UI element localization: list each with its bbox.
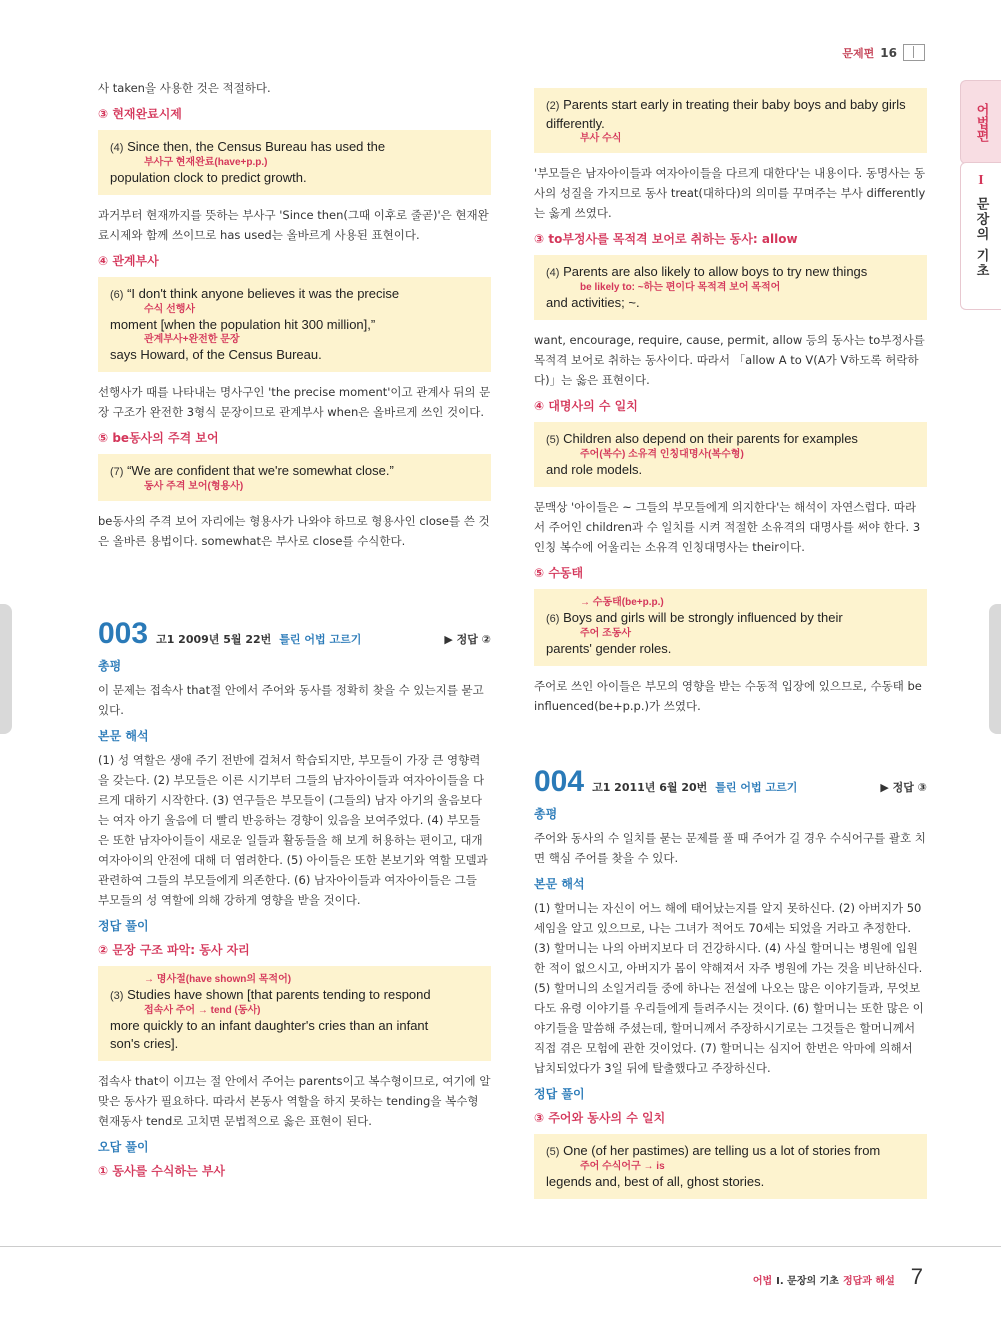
box-text: Studies have shown [that parents tending to respond bbox=[127, 987, 431, 1002]
problem-number: 004 bbox=[534, 765, 585, 798]
box-text: legends and, best of all, ghost stories. bbox=[546, 1174, 765, 1189]
heading-3: ③ 현재완료시제 bbox=[98, 107, 182, 121]
right-column bbox=[534, 82, 927, 722]
heading-5: ⑤ be동사의 주격 보어 bbox=[98, 431, 219, 445]
paragraph: want, encourage, require, cause, permit, allow 등의 동사는 to부정사를 목적격 보어로 취하는 동사이다. 따라서 「allow A to V(A가 V하도록 허락하다)」는 옳은 표현이다. bbox=[534, 333, 925, 387]
problem-source: 고1 2009년 5월 22번 bbox=[156, 633, 272, 646]
box-text: One (of her pastimes) are telling us a lot of stories from bbox=[563, 1143, 881, 1158]
heading-5: ⑤ 수동태 bbox=[534, 566, 584, 580]
paragraph: be동사의 주격 보어 자리에는 형용사가 나와야 하므로 형용사인 close를 쓴 것은 올바른 용법이다. somewhat은 부사로 close를 수식한다. bbox=[98, 514, 490, 548]
answer-point: ③ 주어와 동사의 수 일치 bbox=[534, 1111, 666, 1125]
heading-4: ④ 대명사의 수 일치 bbox=[534, 399, 638, 413]
box-text: son's cries]. bbox=[110, 1036, 179, 1051]
problem-source: 고1 2011년 6월 20번 bbox=[592, 781, 708, 794]
left-page-edge bbox=[0, 604, 12, 734]
box-annotation: 수식 선행사 bbox=[144, 304, 196, 315]
problem-header bbox=[534, 765, 927, 798]
box-num: (4) bbox=[546, 267, 560, 279]
problem-number: 003 bbox=[98, 617, 149, 650]
box-num: (5) bbox=[546, 434, 560, 446]
box-text: Children also depend on their parents for examples bbox=[563, 431, 858, 446]
heading-3: ③ to부정사를 목적격 보어로 취하는 동사: allow bbox=[534, 232, 798, 246]
translation-text: (1) 할머니는 자신이 어느 해에 태어났는지를 알지 못하신다. (2) 아버지가 50세임을 알고 있으므로, 나는 그녀가 적어도 70세는 되었을 거라고 추정한다. (3) 할머니는 나의 아버지보다 더 건강하시다. (4) 사실 할머니는 병원에 입원한 적이 없으시고, 아버지가 몸이 약해져서 자주 병원에 가는 것을 비난하신다. (5) 할머니의 소일거리들 중에 하나는 전설에 나오는 많은 이야기들과, 무엇보다도 유령 이야기를 우리들에게 들려주시는 것이다. (6) 할머니는 또한 많은 이야기들을 말씀해 주셨는데, 할머니께서 주장하시기로는 그것들은 할머니께서 직접 겪은 모험에 관한 것이었다. (7) 할머니는 심지어 한번은 악마에 의해서 납치되었다가 3일 뒤에 탈출했다고 주장하신다. bbox=[534, 901, 924, 1075]
problem-answer: ▶ 정답 ② bbox=[444, 633, 491, 646]
problem-004 bbox=[534, 765, 927, 1209]
box-text: Boys and girls will be strongly influenced by their bbox=[563, 610, 843, 625]
heading-4: ④ 관계부사 bbox=[98, 254, 159, 268]
footer-part: 어법 bbox=[752, 1276, 773, 1287]
box-annotation: 관계부사+완전한 문장 bbox=[144, 334, 240, 345]
example-box-3 bbox=[98, 966, 491, 1061]
footer-section: 정답과 해설 bbox=[842, 1276, 895, 1287]
paragraph: 문맥상 '아이들은 ~ 그들의 부모들에게 의지한다'는 해석이 자연스럽다. 따라서 주어인 children과 수 일치를 시켜 적절한 소유격의 대명사를 써야 한다. 3인칭 복수에 어울리는 소유격 인칭대명사는 their이다. bbox=[534, 500, 921, 554]
translation-text: (1) 성 역할은 생애 주기 전반에 걸쳐서 학습되지만, 부모들이 가장 큰 영향력을 갖는다. (2) 부모들은 이른 시기부터 그들의 남자아이들과 여자아이들을 다르게 대하기 시작한다. (3) 연구들은 부모들이 (그들의) 남자 아기의 울음보다는 여자 아기 울음에 더 빨리 반응하는 경향이 있음을 보여주었다. (4) 부모들은 또한 남자아이들이 새로운 일들과 활동들을 해 보게 허용하는 편이고, 대개 여자아이의 안전에 대해 더 염려한다. (5) 아이들은 또한 본보기와 역할 모델과 관련하여 그들의 부모들에게 의존한다. (6) 남자아이들과 여자아이들은 그들 부모들의 성 역할에 의해 강하게 영향을 받을 것이다. bbox=[98, 753, 488, 907]
box-annotation: 동사 주격 보어(형용사) bbox=[144, 481, 244, 492]
tab-roman: I bbox=[978, 173, 984, 188]
problem-answer: ▶ 정답 ③ bbox=[880, 781, 927, 794]
tab-grammar-label: 어법편 bbox=[973, 102, 989, 142]
header-ref bbox=[842, 44, 925, 61]
translation-heading: 본문 해석 bbox=[534, 877, 585, 891]
box-text: and activities; ~. bbox=[546, 295, 640, 310]
problem-type: 틀린 어법 고르기 bbox=[715, 781, 798, 794]
tab-sentence-label: 문장의 기초 bbox=[973, 197, 989, 279]
box-text: more quickly to an infant daughter's cries than an infant bbox=[110, 1018, 429, 1033]
example-box-5b bbox=[534, 1134, 927, 1199]
box-annotation: 주어 조동사 bbox=[580, 628, 632, 639]
summary-text: 주어와 동사의 수 일치를 묻는 문제를 풀 때 주어가 길 경우 수식어구를 괄호 치면 핵심 주어를 찾을 수 있다. bbox=[534, 831, 926, 865]
problem-type: 틀린 어법 고르기 bbox=[279, 633, 362, 646]
footer-chapter: I. 문장의 기초 bbox=[776, 1276, 839, 1287]
answer-point: ② 문장 구조 파악: 동사 자리 bbox=[98, 943, 250, 957]
footer-divider bbox=[0, 1246, 1001, 1247]
page-number: 7 bbox=[910, 1264, 923, 1289]
page-ref: 16 bbox=[880, 45, 897, 60]
example-box-2 bbox=[534, 88, 927, 153]
box-text: and role models. bbox=[546, 462, 643, 477]
example-box-6 bbox=[98, 277, 491, 372]
example-box-5 bbox=[534, 422, 927, 487]
paragraph: 선행사가 때를 나타내는 명사구인 'the precise moment'이고 관계사 뒤의 문장 구조가 완전한 3형식 문장이므로 관계부사 when은 올바르게 쓰인 것이다. bbox=[98, 385, 491, 419]
box-num: (6) bbox=[546, 613, 560, 625]
book-icon bbox=[903, 44, 925, 61]
box-num: (5) bbox=[546, 1146, 560, 1158]
answer-heading: 정답 풀이 bbox=[534, 1087, 585, 1101]
box-num: (2) bbox=[546, 100, 560, 112]
tab-grammar[interactable] bbox=[960, 80, 1001, 164]
example-box-4 bbox=[98, 130, 491, 195]
answer-heading: 정답 풀이 bbox=[98, 919, 149, 933]
box-annotation: 주어 수식어구 → is bbox=[580, 1161, 665, 1172]
box-text: “We are confident that we're somewhat close.” bbox=[127, 463, 394, 478]
box-text: Parents start early in treating their baby boys and baby bbox=[563, 97, 879, 112]
paragraph: 주어로 쓰인 아이들은 부모의 영향을 받는 수동적 입장에 있으므로, 수동태 be influenced(be+p.p.)가 쓰였다. bbox=[534, 679, 922, 713]
translation-heading: 본문 해석 bbox=[98, 729, 149, 743]
box-annotation: → 명사절(have shown의 목적어) bbox=[144, 974, 292, 985]
box-num: (6) bbox=[110, 289, 124, 301]
box-text: population clock to predict growth. bbox=[110, 170, 307, 185]
box-annotation: 접속사 주어 → tend (동사) bbox=[144, 1005, 261, 1016]
box-num: (7) bbox=[110, 466, 124, 478]
box-annotation: be likely to: ~하는 편이다 목적격 보어 목적어 bbox=[580, 282, 781, 293]
problem-header bbox=[98, 617, 491, 650]
box-text: “I don't think anyone believes it was the precise bbox=[127, 286, 400, 301]
box-annotation: 부사구 현재완료(have+p.p.) bbox=[144, 157, 268, 168]
example-box-4 bbox=[534, 255, 927, 320]
example-box-7 bbox=[98, 454, 491, 501]
summary-heading: 총평 bbox=[534, 807, 558, 821]
example-box-6 bbox=[534, 589, 927, 666]
box-num: (4) bbox=[110, 142, 124, 154]
wrong-answer-heading: 오답 풀이 bbox=[98, 1140, 149, 1154]
box-text: moment [when the population hit 300 million],” bbox=[110, 317, 376, 332]
summary-heading: 총평 bbox=[98, 659, 122, 673]
box-num: (3) bbox=[110, 990, 124, 1002]
box-text: says Howard, of the Census Bureau. bbox=[110, 347, 322, 362]
box-annotation: 부사 수식 bbox=[580, 133, 622, 144]
tab-sentence-basics[interactable] bbox=[960, 162, 1001, 310]
box-text: Parents are also likely to allow boys to try new things bbox=[563, 264, 868, 279]
intro-text: 사 taken을 사용한 것은 적절하다. bbox=[98, 81, 271, 95]
paragraph: 접속사 that이 이끄는 절 안에서 주어는 parents이고 복수형이므로, 여기에 알맞은 동사가 필요하다. 따라서 본동사 역할을 하지 못하는 tending을 복수형 현재동사 tend로 고치면 문법적으로 옳은 표현이 된다. bbox=[98, 1074, 491, 1128]
box-text: Since then, the Census Bureau has used the bbox=[127, 139, 386, 154]
footer bbox=[753, 1264, 923, 1290]
box-text: parents' gender roles. bbox=[546, 641, 672, 656]
box-text: girls differently. bbox=[546, 97, 906, 131]
wrong-point-1: ① 동사를 수식하는 부사 bbox=[98, 1164, 226, 1178]
problem-003 bbox=[98, 617, 491, 1187]
paragraph: '부모들은 남자아이들과 여자아이들을 다르게 대한다'는 내용이다. 동명사는 동사의 성질을 가지므로 동사 treat(대하다)의 의미를 꾸며주는 부사 differently는 옳게 쓰였다. bbox=[534, 166, 926, 220]
paragraph: 과거부터 현재까지를 뜻하는 부사구 'Since then(그때 이후로 줄곧)'은 현재완료시제와 함께 쓰이므로 has used는 올바르게 사용된 표현이다. bbox=[98, 208, 489, 242]
box-annotation: → 수동태(be+p.p.) bbox=[580, 597, 664, 608]
left-column bbox=[98, 78, 491, 557]
section-label: 문제편 bbox=[842, 46, 875, 60]
summary-text: 이 문제는 접속사 that절 안에서 주어와 동사를 정확히 찾을 수 있는지를 묻고 있다. bbox=[98, 683, 484, 717]
box-annotation: 주어(복수) 소유격 인칭대명사(복수형) bbox=[580, 449, 744, 460]
right-page-edge bbox=[989, 604, 1001, 734]
